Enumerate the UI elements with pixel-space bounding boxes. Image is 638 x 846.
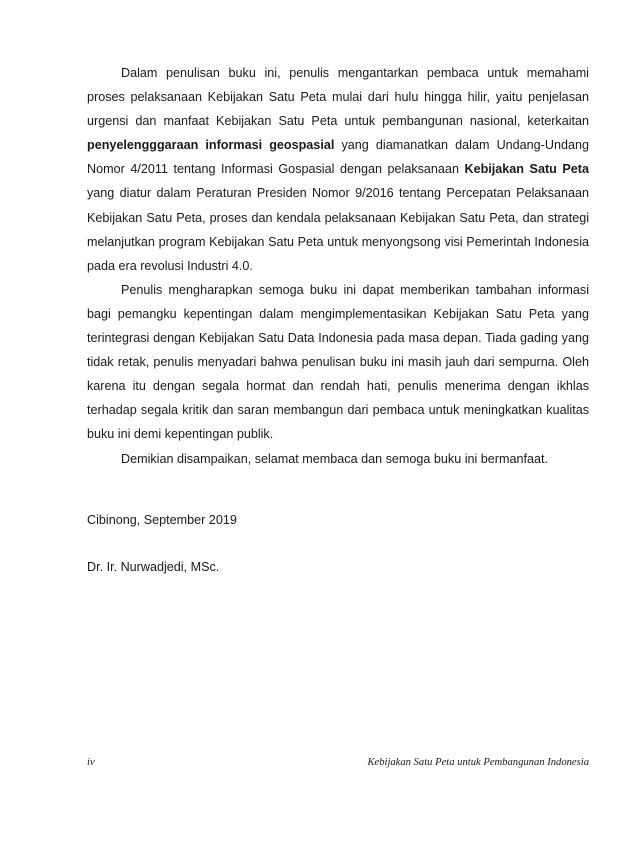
paragraph-2: Penulis mengharapkan semoga buku ini dapat memberikan tambahan informasi bagi pemangku kepentingan dalam mengimplementasikan Kebijakan Satu Peta yang terintegrasi dengan Kebijakan Satu Data Indonesia pada masa depan. Tiada gading yang tidak retak, penulis menyadari bahwa penulisan buku ini masih jauh dari sempurna. Oleh karena itu dengan segala hormat dan rendah hati, penulis menerima dengan ikhlas terhadap segala kritik dan saran membangun dari pembaca untuk meningkatkan kualitas buku ini demi kepentingan publik.	[87, 282, 589, 442]
paragraph-1-bold-term-1: penyelengggaraan informasi geospasial	[87, 138, 335, 153]
paragraph-1-part-1: Dalam penulisan buku ini, penulis mengantarkan pembaca untuk memahami proses pelaksanaan Kebijakan Satu Peta mulai dari hulu hingga hilir, yaitu penjelasan urgensi dan manfaat Kebijakan Satu Peta untuk pembangunan nasional, keterkaitan	[87, 66, 589, 129]
paragraph-1	[87, 61, 589, 278]
page-number: iv	[87, 757, 95, 768]
paragraph-3: Demikian disampaikan, selamat membaca dan semoga buku ini bermanfaat.	[121, 451, 549, 466]
running-title: Kebijakan Satu Peta untuk Pembangunan Indonesia	[367, 757, 589, 768]
paragraph-1-part-2: yang diamanatkan dalam Undang-Undang Nomor 4/2011 tentang Informasi Gospasial dengan pelaksanaan	[87, 138, 589, 177]
place-and-date: Cibinong, September 2019	[87, 513, 237, 527]
paragraph-1-part-3: yang diatur dalam Peraturan Presiden Nomor 9/2016 tentang Percepatan Pelaksanaan Kebijakan Satu Peta, proses dan kendala pelaksanaan Kebijakan Satu Peta, dan strategi melanjutkan program Kebijakan Satu Peta untuk menyongsong visi Pemerintah Indonesia pada era revolusi Industri 4.0.	[87, 186, 589, 273]
author-signature-name: Dr. Ir. Nurwadjedi, MSc.	[87, 560, 220, 574]
foreword-body	[87, 61, 589, 471]
paragraph-1-bold-term-2: Kebijakan Satu Peta	[464, 162, 589, 177]
